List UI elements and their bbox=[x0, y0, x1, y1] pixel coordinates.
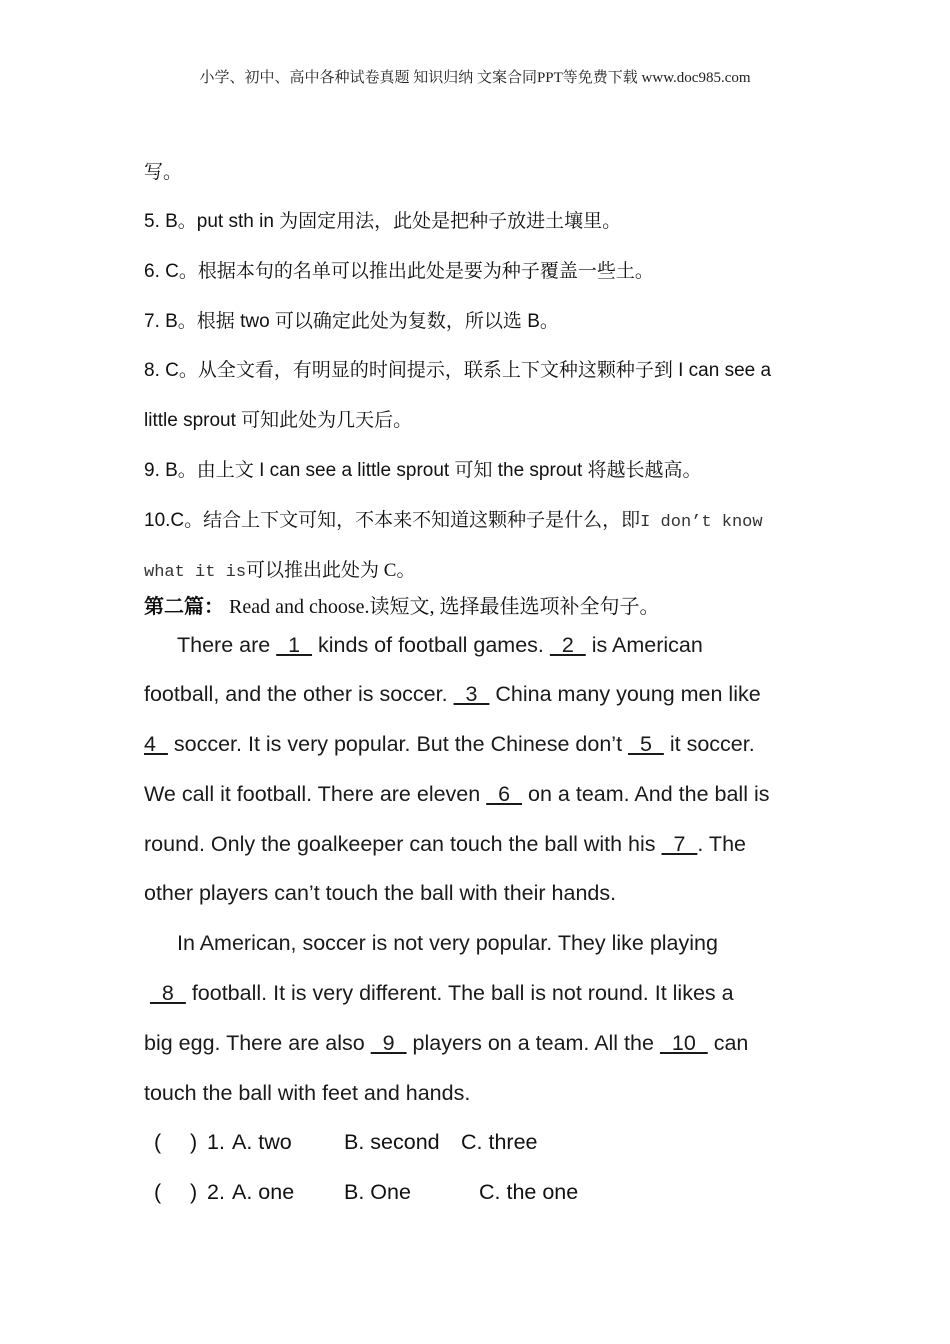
answer-10-line2 bbox=[144, 558, 415, 586]
passage-text: . The bbox=[697, 832, 746, 856]
blank-10: 10 bbox=[659, 1031, 708, 1055]
passage-text: We call it football. There are eleven bbox=[144, 782, 487, 806]
question-number: 2. bbox=[207, 1180, 225, 1204]
answer-8-line1: 8. C。从全文看，有明显的时间提示，联系上下文种这颗种子到 I can see a bbox=[144, 360, 772, 381]
passage-text: round. Only the goalkeeper can touch the ball with his bbox=[144, 832, 662, 856]
answer-5: 5. B。put sth in 为固定用法，此处是把种子放进土壤里。 bbox=[144, 211, 622, 232]
answer-line-continuation: 写。 bbox=[144, 162, 183, 183]
passage-p1-line4 bbox=[144, 781, 769, 807]
section-instruction: Read and choose.读短文, 选择最佳选项补全句子。 bbox=[224, 596, 660, 618]
passage-text: can bbox=[707, 1031, 749, 1055]
answer-10-line1 bbox=[144, 508, 763, 536]
answer-6: 6. C。根据本句的名单可以推出此处是要为种子覆盖一些土。 bbox=[144, 261, 654, 282]
answer-paren-open: ( bbox=[154, 1180, 162, 1204]
passage-text: football, and the other is soccer. bbox=[144, 682, 454, 706]
passage-text: China many young men like bbox=[489, 682, 761, 706]
passage-text: kinds of football games. bbox=[312, 633, 550, 657]
blank-3: 3 bbox=[453, 682, 490, 706]
passage-text: is American bbox=[585, 633, 703, 657]
passage-p1-line6: other players can’t touch the ball with their hands. bbox=[144, 881, 617, 905]
passage-p1-line2 bbox=[144, 681, 761, 707]
passage-p2-line1: In American, soccer is not very popular. They like playing bbox=[177, 931, 718, 955]
blank-7: 7 bbox=[661, 832, 698, 856]
blank-6: 6 bbox=[486, 782, 523, 806]
passage-p1-line1 bbox=[177, 632, 703, 658]
passage-text: There are bbox=[177, 633, 277, 657]
blank-8: 8 bbox=[149, 981, 186, 1005]
passage-p1-line5 bbox=[144, 831, 746, 857]
option-a: A. two bbox=[232, 1130, 292, 1154]
section-title: 第二篇： bbox=[144, 596, 224, 618]
passage-text: big egg. There are also bbox=[144, 1031, 371, 1055]
blank-4: 4 bbox=[144, 732, 168, 756]
passage-p1-line3 bbox=[144, 731, 755, 757]
answer-paren-close: ) bbox=[190, 1130, 198, 1154]
blank-1: 1 bbox=[276, 633, 313, 657]
passage-text: soccer. It is very popular. But the Chinese don’t bbox=[167, 732, 629, 756]
answer-10-text: 10.C。结合上下文可知，不本来不知道这颗种子是什么，即 bbox=[144, 510, 641, 531]
blank-9: 9 bbox=[370, 1031, 407, 1055]
blank-5: 5 bbox=[628, 732, 664, 756]
answer-7: 7. B。根据 two 可以确定此处为复数，所以选 B。 bbox=[144, 311, 559, 332]
passage-p2-line4: touch the ball with feet and hands. bbox=[144, 1081, 471, 1105]
answer-10-quote: I don’t know bbox=[640, 513, 763, 532]
passage-text: it soccer. bbox=[663, 732, 755, 756]
passage-text: players on a team. All the bbox=[406, 1031, 660, 1055]
passage-p2-line3 bbox=[144, 1030, 748, 1056]
page-header: 小学、初中、高中各种试卷真题 知识归纳 文案合同PPT等免费下载 www.doc985.com bbox=[199, 70, 751, 86]
question-number: 1. bbox=[207, 1130, 225, 1154]
answer-8-line2: little sprout 可知此处为几天后。 bbox=[144, 410, 413, 431]
option-b: B. One bbox=[344, 1180, 411, 1204]
answer-10-text-cont: 可以推出此处为 C。 bbox=[246, 560, 416, 581]
passage-text: football. It is very different. The ball is not round. It likes a bbox=[185, 981, 734, 1005]
option-b: B. second bbox=[344, 1130, 440, 1154]
answer-9: 9. B。由上文 I can see a little sprout 可知 the sprout 将越长越高。 bbox=[144, 460, 702, 481]
option-c: C. three bbox=[461, 1130, 538, 1154]
blank-2: 2 bbox=[549, 633, 586, 657]
section-heading bbox=[144, 594, 660, 621]
passage-p2-line2 bbox=[144, 980, 734, 1006]
answer-paren-open: ( bbox=[154, 1130, 162, 1154]
option-c: C. the one bbox=[479, 1180, 579, 1204]
answer-10-quote-cont: what it is bbox=[144, 563, 247, 582]
option-a: A. one bbox=[232, 1180, 295, 1204]
passage-text: on a team. And the ball is bbox=[522, 782, 770, 806]
answer-paren-close: ) bbox=[190, 1180, 198, 1204]
